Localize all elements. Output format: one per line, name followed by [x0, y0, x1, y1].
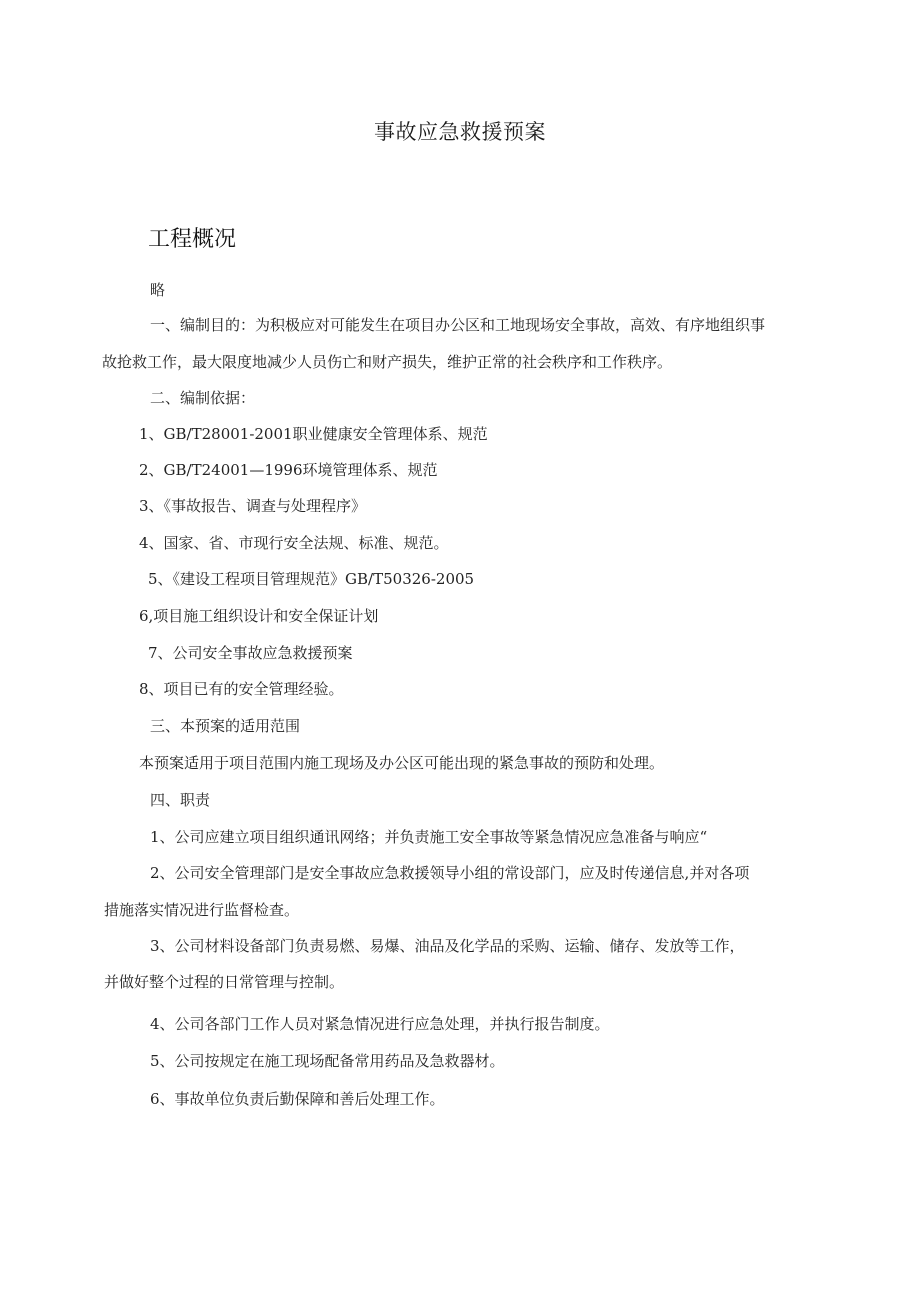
document-title: 事故应急救援预案 — [374, 120, 546, 144]
text-line: 2、公司安全管理部门是安全事故应急救援领导小组的常设部门，应及时传递信息,并对各项 — [150, 864, 750, 882]
text-line: 7、公司安全事故应急救援预案 — [148, 644, 353, 662]
text-line: 3、公司材料设备部门负责易燃、易爆、油品及化学品的采购、运输、储存、发放等工作， — [150, 937, 745, 955]
text-line: 2、GB/T24001—1996环境管理体系、规范 — [139, 461, 438, 479]
text-line: 二、编制依据： — [150, 389, 256, 407]
text-line: 三、本预案的适用范围 — [150, 717, 301, 735]
text-line: 一、编制目的：为积极应对可能发生在项目办公区和工地现场安全事故，高效、有序地组织事 — [150, 316, 766, 334]
text-line: 4、公司各部门工作人员对紧急情况进行应急处理，并执行报告制度。 — [150, 1015, 610, 1033]
text-line: 本预案适用于项目范围内施工现场及办公区可能出现的紧急事故的预防和处理。 — [139, 754, 665, 772]
text-line: 6、事故单位负责后勤保障和善后处理工作。 — [150, 1090, 445, 1108]
text-line: 3、《事故报告、调查与处理程序》 — [139, 497, 367, 515]
text-line: 措施落实情况进行监督检查。 — [104, 901, 300, 919]
text-line: 四、职责 — [150, 791, 211, 809]
text-line: 4、国家、省、市现行安全法规、标准、规范。 — [139, 534, 449, 552]
text-line: 1、GB/T28001-2001职业健康安全管理体系、规范 — [139, 425, 488, 443]
text-line: 1、公司应建立项目组织通讯网络；并负责施工安全事故等紧急情况应急准备与响应“ — [150, 828, 708, 846]
text-line: 略 — [150, 281, 166, 299]
text-line: 6,项目施工组织设计和安全保证计划 — [139, 607, 379, 625]
text-line: 并做好整个过程的日常管理与控制。 — [104, 973, 345, 991]
text-line: 8、项目已有的安全管理经验。 — [139, 680, 344, 698]
text-line: 故抢救工作，最大限度地减少人员伤亡和财产损失，维护正常的社会秩序和工作秩序。 — [102, 353, 673, 371]
text-line: 5、公司按规定在施工现场配备常用药品及急救器材。 — [150, 1052, 505, 1070]
section-heading: 工程概况 — [148, 227, 237, 252]
text-line: 5、《建设工程项目管理规范》GB/T50326-2005 — [148, 570, 475, 588]
